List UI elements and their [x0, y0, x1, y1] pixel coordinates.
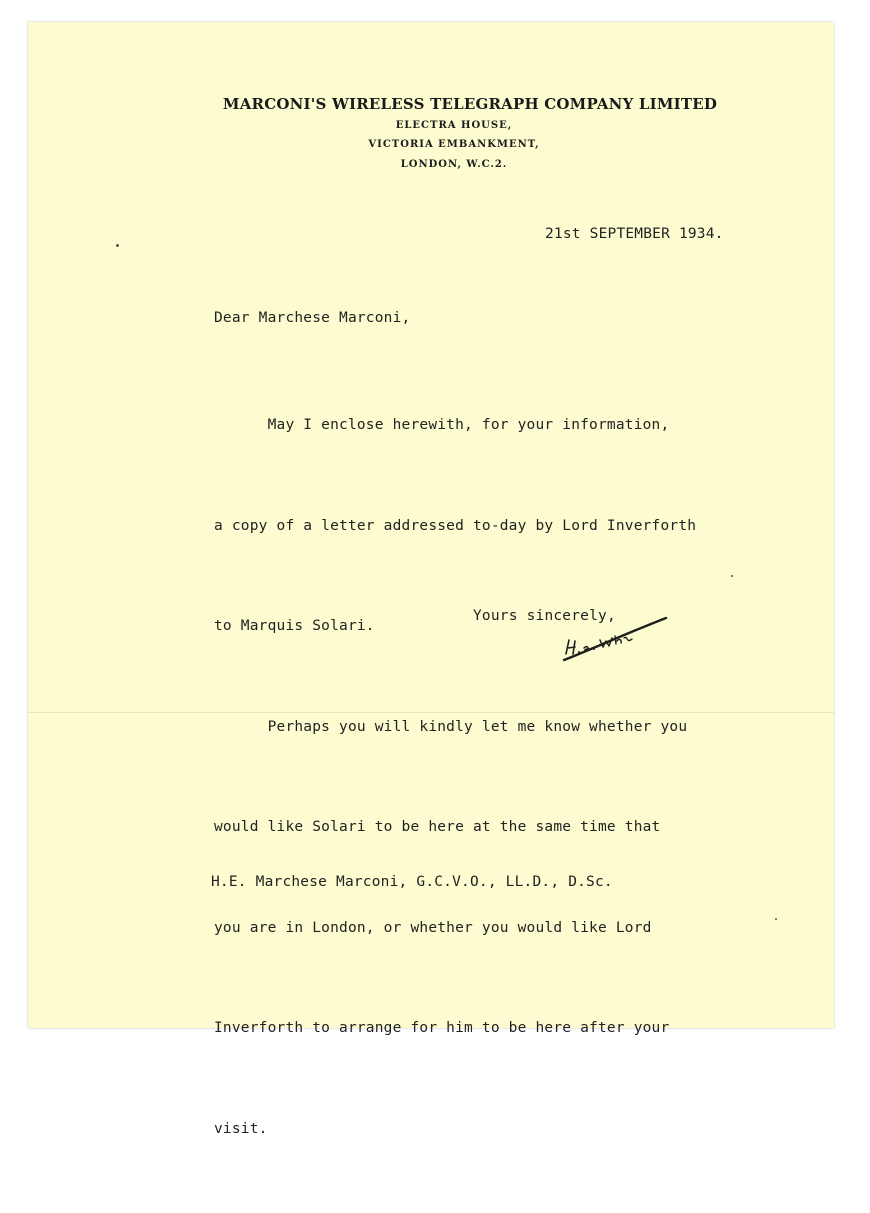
- body-line: Inverforth to arrange for him to be here after your: [214, 1020, 670, 1036]
- paper-mark: [775, 918, 777, 920]
- body-line: Perhaps you will kindly let me know whether you: [214, 718, 688, 735]
- letterhead-address-line-3: LONDON, W.C.2.: [400, 159, 508, 170]
- paper-crease: [28, 712, 834, 713]
- addressee: H.E. Marchese Marconi, G.C.V.O., LL.D., D.Sc.: [211, 874, 613, 890]
- paper-mark: [116, 244, 119, 247]
- handwritten-signature: [560, 614, 672, 664]
- body-line: a copy of a letter addressed to-day by Lord Inverforth: [214, 517, 697, 534]
- letterhead-company: MARCONI'S WIRELESS TELEGRAPH COMPANY LIMITED: [222, 95, 718, 113]
- letter-paper: [28, 22, 834, 1137]
- body-line: to Marquis Solari.: [214, 618, 375, 634]
- body-line: would like Solari to be here at the same time that: [214, 819, 661, 835]
- closing: Yours sincerely,: [473, 608, 616, 624]
- body-line: you are in London, or whether you would like Lord: [214, 919, 652, 936]
- letter-body: [214, 342, 696, 1213]
- paper-mark: [731, 575, 733, 577]
- letter-date: 21st SEPTEMBER 1934.: [545, 226, 724, 242]
- body-line: visit.: [214, 1120, 268, 1137]
- letterhead-address-line-2: VICTORIA EMBANKMENT,: [368, 139, 540, 150]
- body-line: May I enclose herewith, for your information,: [214, 417, 670, 433]
- letterhead-address-line-1: ELECTRA HOUSE,: [395, 120, 513, 131]
- salutation: Dear Marchese Marconi,: [214, 310, 411, 326]
